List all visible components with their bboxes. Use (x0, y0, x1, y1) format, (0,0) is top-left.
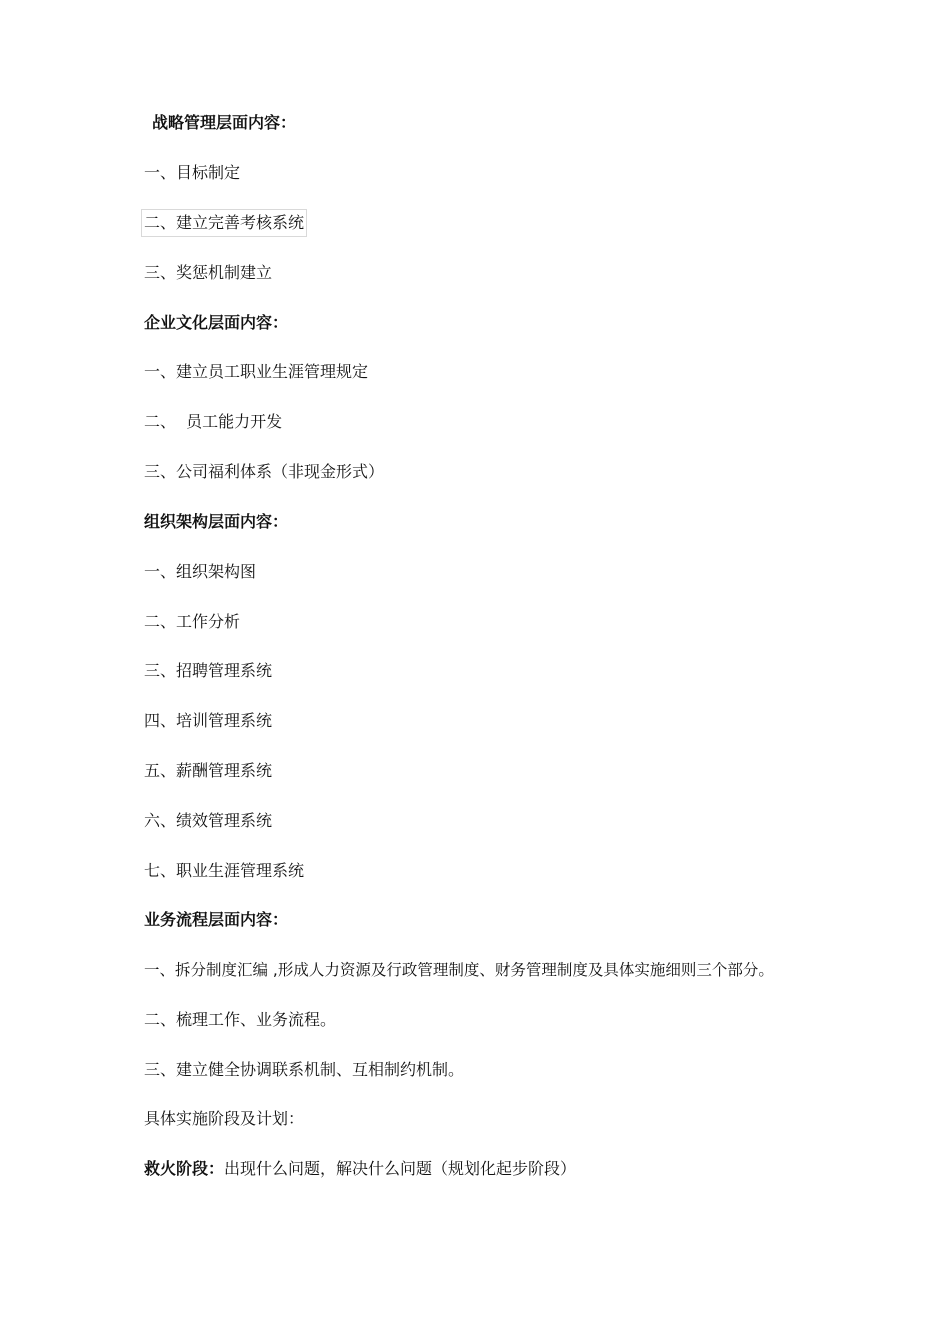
strategy-item-3: 三、奖惩机制建立 (144, 263, 273, 282)
organization-item-4: 四、培训管理系统 (144, 711, 273, 730)
organization-item-3: 三、招聘管理系统 (144, 661, 273, 680)
stage-title: 救火阶段： (144, 1159, 225, 1178)
process-item-2: 二、梳理工作、业务流程。 (144, 1010, 337, 1029)
organization-item-7: 七、职业生涯管理系统 (144, 861, 305, 880)
organization-item-6: 六、绩效管理系统 (144, 811, 273, 830)
organization-item-1: 一、组织架构图 (144, 562, 257, 581)
process-item-1: 一、拆分制度汇编 ,形成人力资源及行政管理制度、财务管理制度及具体实施细则三个部分。 (144, 961, 774, 979)
culture-item-1: 一、建立员工职业生涯管理规定 (144, 362, 369, 381)
stage-description: 出现什么问题，解决什么问题（规划化起步阶段） (224, 1159, 577, 1178)
plan-label: 具体实施阶段及计划： (144, 1109, 305, 1128)
process-heading: 业务流程层面内容： (144, 910, 289, 929)
organization-heading: 组织架构层面内容： (144, 512, 289, 531)
culture-heading: 企业文化层面内容： (144, 313, 289, 332)
culture-item-3: 三、公司福利体系（非现金形式） (144, 462, 385, 481)
strategy-item-2: 二、建立完善考核系统 (144, 213, 305, 232)
strategy-item-1: 一、目标制定 (144, 163, 241, 182)
organization-item-5: 五、薪酬管理系统 (144, 761, 273, 780)
process-item-3: 三、建立健全协调联系机制、互相制约机制。 (144, 1060, 465, 1079)
culture-item-2: 二、 员工能力开发 (144, 412, 283, 431)
stage-line (144, 1158, 576, 1180)
organization-item-2: 二、工作分析 (144, 612, 241, 631)
strategy-heading: 战略管理层面内容： (152, 113, 297, 132)
